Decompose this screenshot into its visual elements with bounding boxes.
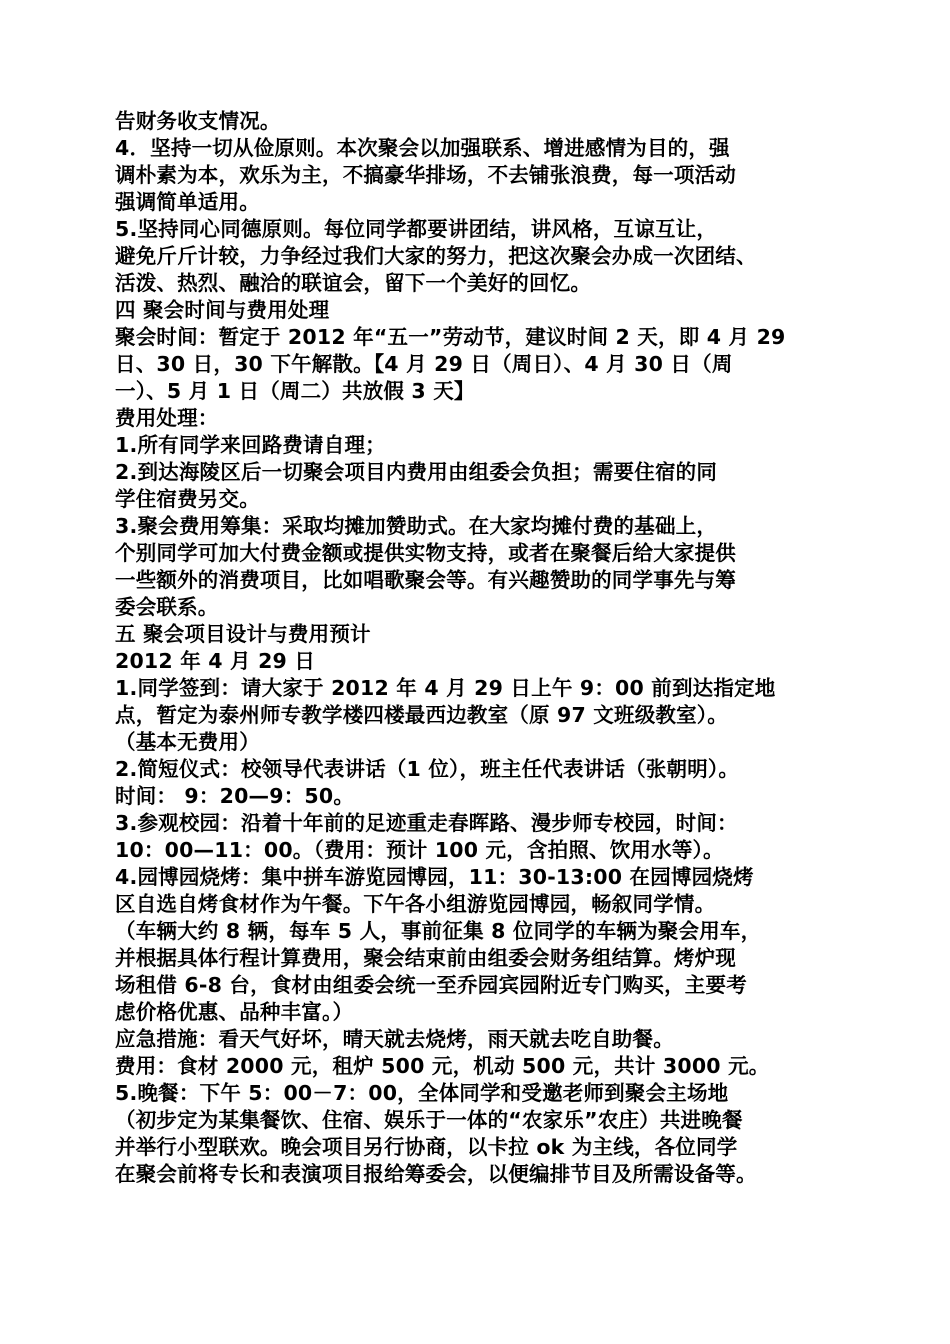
text-line: （初步定为某集餐饮、住宿、娱乐于一体的“农家乐”农庄）共进晚餐 xyxy=(115,1108,743,1132)
text-line: 时间： 9：20—9：50。 xyxy=(115,784,355,808)
section-heading: 四 聚会时间与费用处理 xyxy=(115,298,330,322)
text-line: 学住宿费另交。 xyxy=(115,487,260,511)
text-line: 调朴素为本，欢乐为主，不搞豪华排场，不去铺张浪费，每一项活动 xyxy=(115,163,736,187)
text-line: 并举行小型联欢。晚会项目另行协商，以卡拉 ok 为主线，各位同学 xyxy=(115,1135,738,1159)
text-line: 3.聚会费用筹集：采取均摊加赞助式。在大家均摊付费的基础上， xyxy=(115,514,718,538)
text-line: 一些额外的消费项目，比如唱歌聚会等。有兴趣赞助的同学事先与筹 xyxy=(115,568,736,592)
text-line: 费用：食材 2000 元，租炉 500 元，机动 500 元，共计 3000 元。 xyxy=(115,1054,770,1078)
text-line: 区自选自烤食材作为午餐。下午各小组游览园博园，畅叙同学情。 xyxy=(115,892,716,916)
date-line: 2012 年 4 月 29 日 xyxy=(115,649,316,673)
text-line: 活泼、热烈、融洽的联谊会，留下一个美好的回忆。 xyxy=(115,271,592,295)
section-heading: 五 聚会项目设计与费用预计 xyxy=(115,622,371,646)
text-line: 在聚会前将专长和表演项目报给筹委会，以便编排节目及所需设备等。 xyxy=(115,1162,757,1186)
text-line: 4.园博园烧烤：集中拼车游览园博园，11：30-13:00 在园博园烧烤 xyxy=(115,865,754,889)
text-line: 个别同学可加大付费金额或提供实物支持，或者在聚餐后给大家提供 xyxy=(115,541,736,565)
text-line: 10：00—11：00。（费用：预计 100 元，含拍照、饮用水等）。 xyxy=(115,838,724,862)
text-line: 避免斤斤计较，力争经过我们大家的努力，把这次聚会办成一次团结、 xyxy=(115,244,757,268)
text-line: 一）、5 月 1 日（周二）共放假 3 天】 xyxy=(115,379,475,403)
text-line: 4．坚持一切从俭原则。本次聚会以加强联系、增进感情为目的，强 xyxy=(115,136,730,160)
text-line: 点，暂定为泰州师专教学楼四楼最西边教室（原 97 文班级教室）。 xyxy=(115,703,728,727)
text-line: 3.参观校园：沿着十年前的足迹重走春晖路、漫步师专校园，时间： xyxy=(115,811,738,835)
text-line: 1.同学签到：请大家于 2012 年 4 月 29 日上午 9：00 前到达指定地 xyxy=(115,676,776,700)
document-body xyxy=(115,108,845,1188)
text-line: 5.坚持同心同德原则。每位同学都要讲团结，讲风格，互谅互让， xyxy=(115,217,718,241)
text-line: 场租借 6-8 台，食材由组委会统一至乔园宾园附近专门购买，主要考 xyxy=(115,973,747,997)
text-line: 并根据具体行程计算费用，聚会结束前由组委会财务组结算。烤炉现 xyxy=(115,946,736,970)
text-line: 5.晚餐：下午 5：00－7：00，全体同学和受邀老师到聚会主场地 xyxy=(115,1081,729,1105)
text-line: （车辆大约 8 辆，每车 5 人，事前征集 8 位同学的车辆为聚会用车， xyxy=(115,919,762,943)
text-line: 2.到达海陵区后一切聚会项目内费用由组委会负担；需要住宿的同 xyxy=(115,460,718,484)
text-line: 1.所有同学来回路费请自理； xyxy=(115,433,386,457)
text-line: 委会联系。 xyxy=(115,595,219,619)
text-line: 日、30 日，30 下午解散。【4 月 29 日（周日）、4 月 30 日（周 xyxy=(115,352,733,376)
text-line: （基本无费用） xyxy=(115,730,260,754)
text-line: 虑价格优惠、品种丰富。） xyxy=(115,1000,354,1024)
text-line: 强调简单适用。 xyxy=(115,190,260,214)
text-line: 费用处理： xyxy=(115,406,219,430)
text-line: 2.简短仪式：校领导代表讲话（1 位），班主任代表讲话（张朝明）。 xyxy=(115,757,740,781)
text-line: 告财务收支情况。 xyxy=(115,109,281,133)
text-line: 应急措施：看天气好坏，晴天就去烧烤，雨天就去吃自助餐。 xyxy=(115,1027,674,1051)
text-line: 聚会时间：暂定于 2012 年“五一”劳动节，建议时间 2 天，即 4 月 29 xyxy=(115,325,786,349)
